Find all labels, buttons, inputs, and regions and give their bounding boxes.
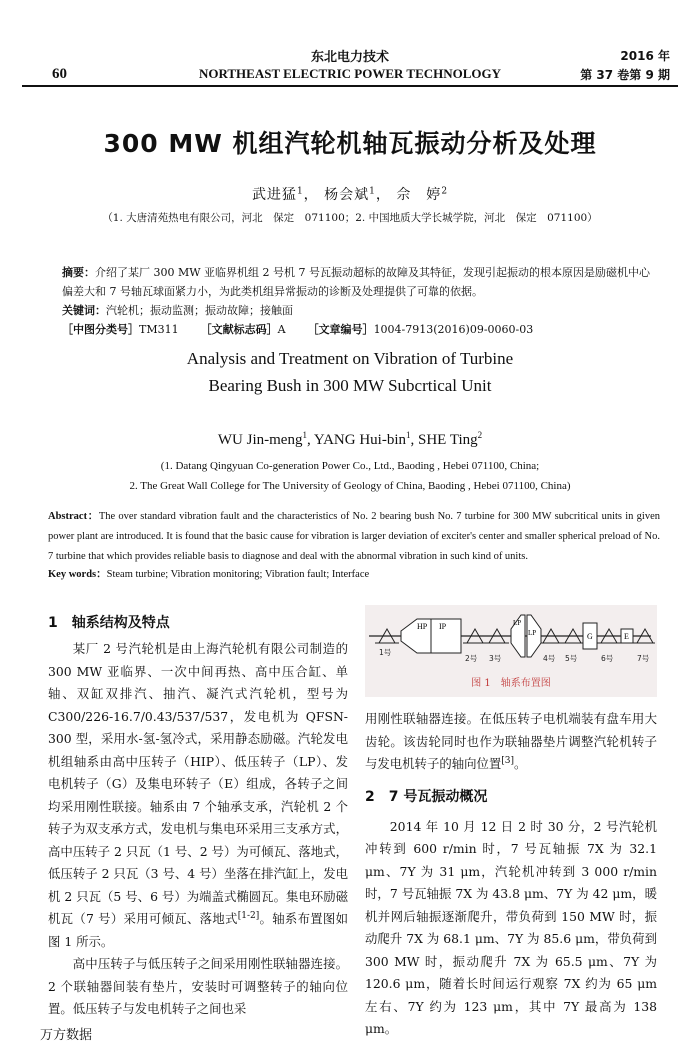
abstract-label-cn: 摘要： (62, 266, 95, 279)
figure-1-shaft-layout (365, 605, 657, 697)
abstract-cn (62, 263, 660, 320)
paragraph-text: 。轴系布置图如图 1 所示。 (48, 911, 349, 949)
keywords-en: Steam turbine; Vibration monitoring; Vibration fault; Interface (106, 569, 370, 580)
rotor-label-ip: IP (439, 622, 447, 631)
title-en-line2: Bearing Bush in 300 MW Subcrtical Unit (208, 376, 492, 395)
citation: [1-2] (237, 910, 260, 921)
bearing-label: 5号 (565, 654, 578, 663)
affiliation-cn: （1. 大唐清苑热电有限公司，河北 保定 071100；2. 中国地质大学长城学院，河北 保定 071100） (102, 212, 598, 224)
keywords-en-line (48, 566, 660, 581)
paragraph-continuation (365, 708, 657, 776)
author-name-en: SHE Ting (418, 432, 478, 448)
affiliation-en (0, 456, 700, 496)
authors-en: WU Jin-meng$^1$, YANG Hui-bin$^1$, SHE Ting$^2$ (217, 430, 483, 448)
abstract-text-cn: 介绍了某厂 300 MW 亚临界机组 2 号机 7 号瓦振动超标的故障及其特征，发现引起振动的根本原因是励磁机中心偏差大和 7 号轴瓦球面紧力小，为此类机组异常振动的诊断及处理提供了可靠的依据。 (62, 266, 651, 298)
body-column-left (48, 612, 348, 1021)
bearing-label: 4号 (543, 654, 556, 663)
journal-year: 2016 年 (620, 49, 670, 63)
paragraph: 2014 年 10 月 12 日 2 时 30 分，2 号汽轮机冲转到 600 r/min 时，7 号瓦轴振 7X 为 32.1 μm、7Y 为 31 μm，汽轮机冲转到 3 000 r/min 时，7 号瓦轴振 7X 为 43.8 μm、7Y 为 42 μm，暖机并网后轴振逐渐爬升，带负荷到 150 MW 时，振动爬升 7X 为 68.1 μm、7Y 为 85.6 μm，带负荷到 300 MW 时，振动爬升 7X 为 65.5 μm、7Y 为 120.6 μm，随着长时间运行观察 7X 约为 65 μm 左右、7Y 约为 123 μm，其中 7Y 最高为 138 μm。 (365, 818, 657, 1036)
author-name-en: WU Jin-meng (217, 432, 303, 448)
abstract-label-en: Abstract： (48, 511, 99, 522)
author-affil-mark: 1 (296, 186, 304, 197)
page-header (22, 0, 678, 86)
rotor-label-hp: HP (417, 622, 428, 631)
paragraph-text: 用刚性联轴器连接。在低压转子电机端装有盘车用大齿轮。该齿轮同时也作为联轴器垫片调整汽轮机转子与发电机转子的轴向位置 (365, 711, 657, 771)
keywords-cn: 汽轮机；振动监测；振动故障；接触面 (106, 304, 293, 317)
author-name: 杨会斌 (324, 187, 370, 203)
paragraph-text: 某厂 2 号汽轮机是由上海汽轮机有限公司制造的 300 MW 亚临界、一次中间再热、高中压合缸、单轴、双缸双排汽、抽汽、凝汽式汽轮机，型号为 C300/226-16.7/0.43/537/537，发电机为 QFSN-300 型，采用水-氢-氢冷式，采用静态励磁。汽轮发电机组轴系由高中压转子（HIP）、低压转子（LP）、发电机转子（G）及集电环转子（E）组成，各转子之间均采用刚性联接。轴系由 7 个轴承支承，汽轮机 2 个转子为双支承方式，发电机与集电环采用三支承方式，高中压转子 2 只瓦（1 号、2 号）为可倾瓦、落地式，低压转子 2 只瓦（3 号、4 号）坐落在排汽缸上，发电机 2 只瓦（5 号、6 号）为端盖式椭圆瓦。集电环励磁机瓦（7 号）采用可倾瓦、落地式 (48, 641, 348, 926)
rotor-label-e: E (624, 632, 629, 641)
author-affil-mark: 2 (441, 186, 449, 197)
article-number-label: ［文章编号］ (307, 323, 374, 336)
author-affil-mark: 1 (369, 186, 376, 197)
paragraph-text: 。 (514, 756, 527, 771)
author-name-en: YANG Hui-bin (313, 432, 406, 448)
page-number: 60 (52, 66, 67, 82)
paper-title-cn: 300 MW 机组汽轮机轴瓦振动分析及处理 (103, 129, 597, 158)
section-heading: 2 7 号瓦振动概况 (365, 788, 488, 805)
title-en-line1: Analysis and Treatment on Vibration of Turbine (186, 349, 514, 368)
paragraph (48, 638, 348, 953)
bearing-label: 6号 (601, 654, 614, 663)
footer-watermark: 万方数据 (40, 1028, 93, 1043)
author-affil-mark: 1 (406, 430, 411, 440)
author-name: 武进猛 (251, 187, 297, 203)
body-column-right (365, 708, 657, 1041)
journal-name-en: NORTHEAST ELECTRIC POWER TECHNOLOGY (198, 66, 502, 81)
author-affil-mark: 1 (302, 430, 307, 440)
shaft-layout-diagram (365, 605, 657, 675)
affiliation-en-1: (1. Datang Qingyuan Co-generation Power Co., Ltd., Baoding , Hebei 071100, China; (160, 460, 540, 472)
author-name: 佘 婷 (396, 187, 442, 203)
authors-cn: 武进猛$^1$， 杨会斌$^1$， 佘 婷$^2$ (251, 186, 449, 203)
doc-code-label: ［文献标志码］ (200, 323, 278, 336)
paragraph: 高中压转子与低压转子之间采用刚性联轴器连接。2 个联轴器间装有垫片，安装时可调整转子的轴向位置。低压转子与发电机转子之间也采 (48, 956, 348, 1016)
bearing-label: 1号 (379, 648, 392, 657)
journal-issue: 第 37 卷第 9 期 (580, 68, 670, 82)
keywords-label-en: Key words： (48, 569, 107, 580)
section-heading: 1 轴系结构及特点 (48, 615, 170, 631)
bearing-label: 3号 (489, 654, 502, 663)
paper-title-en (0, 345, 700, 399)
figure-caption: 图 1 轴系布置图 (471, 678, 551, 689)
affiliation-en-2: 2. The Great Wall College for The University of Geology of China, Baoding , Hebei 071100, China) (129, 480, 571, 492)
header-rule (22, 85, 678, 87)
clc-label: ［中图分类号］ (62, 323, 139, 336)
bearing-label: 7号 (637, 654, 650, 663)
author-affil-mark: 2 (477, 430, 483, 440)
rotor-label-lp-1: LP (513, 619, 522, 627)
abstract-en (48, 507, 660, 567)
journal-name-cn: 东北电力技术 (310, 50, 389, 65)
doc-code: A (277, 323, 286, 336)
bearing-label: 2号 (465, 654, 478, 663)
clc-code: TM311 (139, 323, 179, 336)
rotor-label-g: G (587, 632, 593, 641)
rotor-label-lp-2: LP (528, 629, 537, 637)
abstract-text-en: The over standard vibration fault and the characteristics of No. 2 bearing bush No. 7 turbine for 300 MW subcritical units in given power plant are introduced. It is found that the basic cause for vibration is larger deviation of exciter's center and smaller spherical preload of No. 7 turbine that which provides reliable basis to diagnose and deal with the abnormal vibration in such kind of units. (48, 511, 660, 562)
classification-line (62, 321, 533, 337)
keywords-label-cn: 关键词： (62, 304, 106, 317)
citation: [3] (501, 755, 515, 766)
article-number: 1004-7913(2016)09-0060-03 (373, 323, 534, 336)
